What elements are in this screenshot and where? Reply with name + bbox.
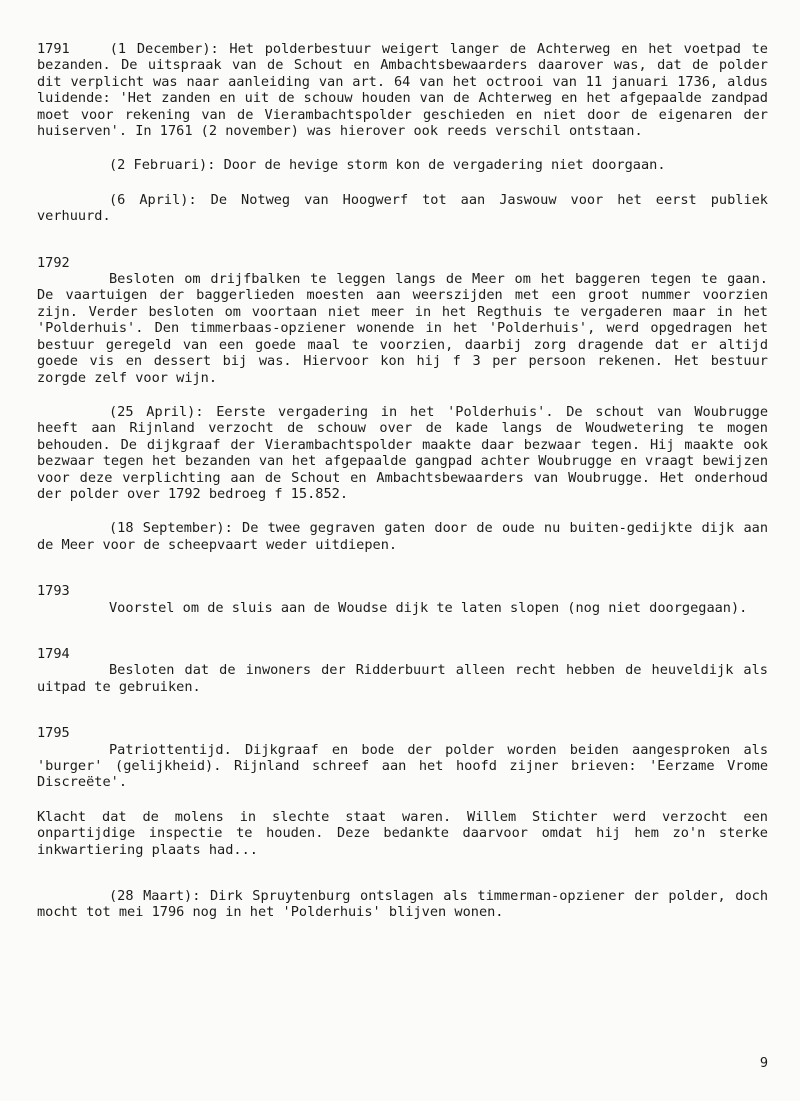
year-1793: 1793: [37, 583, 70, 600]
entry-1795-maart: [37, 888, 768, 921]
entry-1791-december: [37, 41, 768, 139]
entry-1795-klacht: [37, 809, 768, 858]
entry-text: (18 September): De twee gegraven gaten door de oude nu buiten-gedijkte dijk aan de Meer voor de scheepvaart weder uitdiepen.: [37, 520, 768, 553]
entry-text: Patriottentijd. Dijkgraaf en bode der polder worden beiden aangesproken als 'burger' (gelijkheid). Rijnland schreef aan het hoofd zijner brieven: 'Eerzame Vrome Discreëte'.: [37, 741, 768, 791]
entry-1793: [37, 600, 768, 616]
entry-1792-drijfbalken: [37, 271, 768, 386]
entry-1795-patriottentijd: [37, 742, 768, 791]
entry-text: Voorstel om de sluis aan de Woudse dijk te laten slopen (nog niet doorgegaan).: [109, 599, 748, 616]
entry-text: (6 April): De Notweg van Hoogwerf tot aan Jaswouw voor het eerst publiek verhuurd.: [37, 191, 768, 225]
document-page: [37, 41, 768, 921]
entry-text: (28 Maart): Dirk Spruytenburg ontslagen als timmerman-opziener der polder, doch mocht tot mei 1796 nog in het 'Polderhuis' blijven wonen.: [37, 888, 768, 921]
entry-1794: [37, 662, 768, 695]
entry-text: (25 April): Eerste vergadering in het 'Polderhuis'. De schout van Woubrugge heeft aan Rijnland verzocht de schouw over de kade langs de Woudwetering te mogen behouden. De dijkgraaf der Vierambachtspolder maakte daar bezwaar tegen. Hij maakte ook bezwaar tegen het bezanden van het afgepaalde gangpad achter Woubrugge en vraagt bewijzen voor deze verplichting aan de Schout en Ambachtsbewaarders van Woubrugge. Het onderhoud der polder over 1792 bedroeg f 15.852.: [37, 403, 768, 502]
page-number: 9: [759, 1055, 768, 1071]
year-1795: 1795: [37, 725, 70, 742]
year-1792: 1792: [37, 254, 70, 271]
entry-1791-april: [37, 192, 768, 225]
entry-1792-september: [37, 520, 768, 553]
entry-1792-april: [37, 404, 768, 502]
year-1794: 1794: [37, 645, 70, 662]
entry-text: Besloten dat de inwoners der Ridderbuurt alleen recht hebben de heuveldijk als uitpad te gebruiken.: [37, 662, 768, 695]
year-1791: 1791: [37, 41, 70, 57]
entry-text: (1 December): Het polderbestuur weigert langer de Achterweg en het voetpad te bezanden. De uitspraak van de Schout en Ambachtsbewaarders daarover was, dat de polder dit verplicht was naar aanleiding van art. 64 van het octrooi van 11 januari 1736, aldus luidende: 'Het zanden en uit de schouw houden van de Achterweg en het afgepaalde zandpad moet voor rekening van de Vierambachtspolder geschieden en niet door de eigenaren der huiserven'. In 1761 (2 november) was hierover ook reeds verschil ontstaan.: [37, 41, 768, 140]
entry-1791-februari: [37, 157, 768, 173]
entry-text: Besloten om drijfbalken te leggen langs de Meer om het baggeren tegen te gaan. De vaartuigen der baggerlieden moesten aan weerszijden met een groot nummer voorzien zijn. Verder besloten om voortaan niet meer in het Regthuis te vergaderen maar in het 'Polderhuis'. Den timmerbaas-opziener wonende in het 'Polderhuis', werd opgedragen het bestuur geregeld van een goede maal te voorzien, daarbij zorg dragende dat er altijd goede vis en dessert bij was. Hiervoor kon hij f 3 per persoon rekenen. Het bestuur zorgde zelf voor wijn.: [37, 271, 768, 386]
entry-text: (2 Februari): Door de hevige storm kon de vergadering niet doorgaan.: [109, 157, 666, 174]
entry-text: Klacht dat de molens in slechte staat waren. Willem Stichter werd verzocht een onpartijdige inspectie te houden. Deze bedankte daarvoor omdat hij hem zo'n sterke inkwartiering plaats had...: [37, 808, 768, 858]
